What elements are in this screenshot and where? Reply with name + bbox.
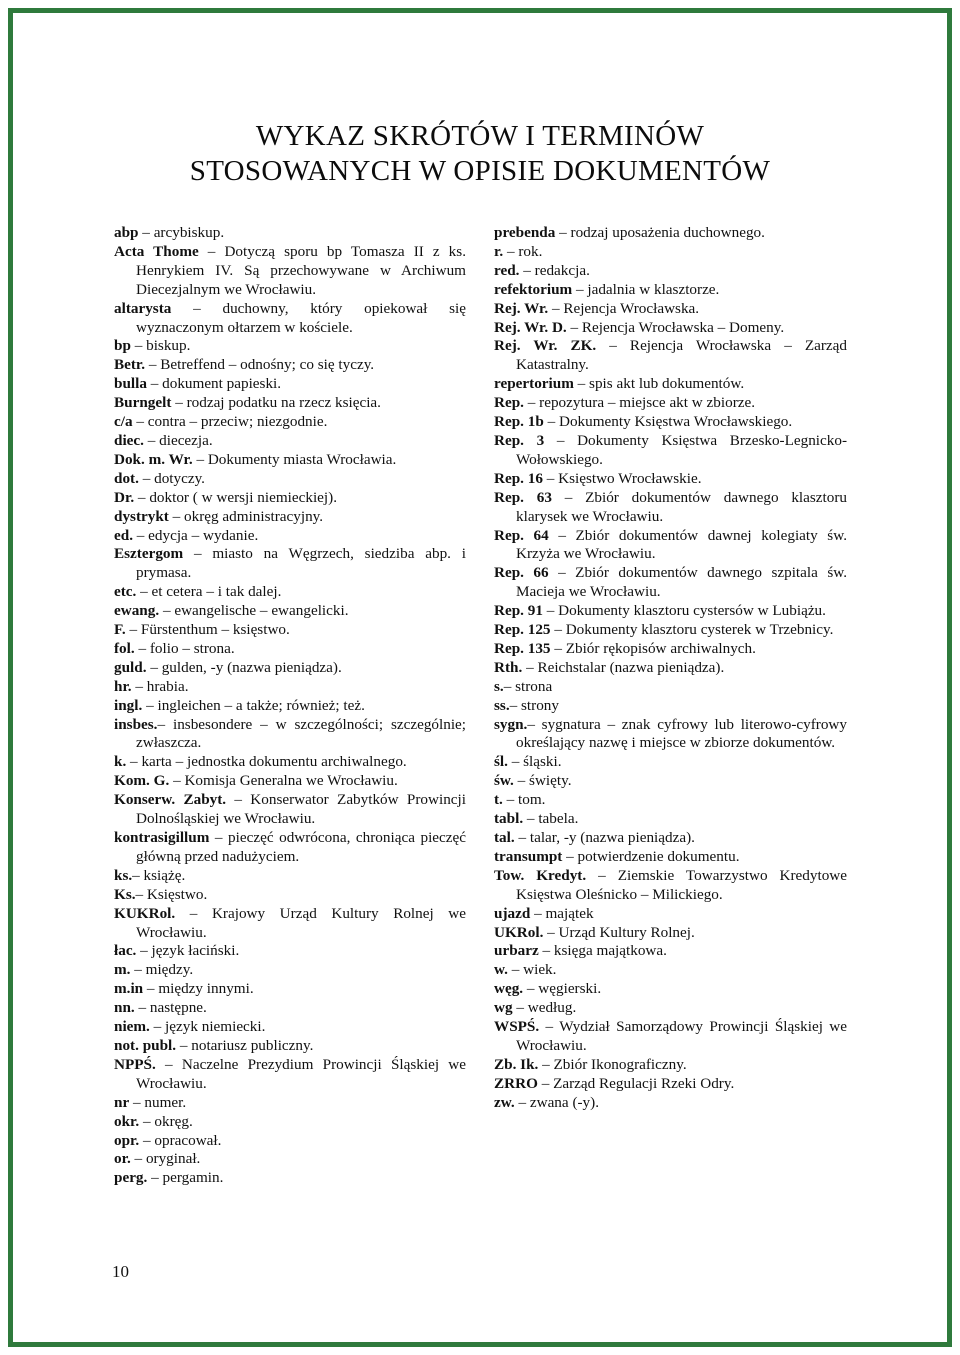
glossary-term: k. <box>114 753 127 771</box>
glossary-definition: – karta – jednostka dokumentu archiwalnego. <box>126 753 407 771</box>
glossary-term: F. <box>114 621 126 639</box>
glossary-definition: – numer. <box>129 1093 187 1111</box>
glossary-definition: – Ziemskie Towarzystwo Kredytowe Księstwa Oleśnicko – Milickiego. <box>516 866 847 903</box>
glossary-entry <box>494 375 847 394</box>
glossary-entry <box>114 961 466 980</box>
glossary-definition: – ewangelische – ewangelicki. <box>159 602 349 620</box>
glossary-entry <box>114 1132 466 1151</box>
glossary-definition: – sygnatura – znak cyfrowy lub literowo-cyfrowy określający nazwę i miejsce w zbiorze dokumentów. <box>516 715 847 752</box>
glossary-term: Rep. 16 <box>494 469 543 487</box>
glossary-term: altarysta <box>114 299 172 317</box>
glossary-term: śl. <box>494 753 508 771</box>
glossary-term: WSPŚ. <box>494 1018 540 1036</box>
glossary-entry <box>494 337 847 375</box>
glossary-entry <box>494 659 847 678</box>
glossary-term: dystrykt <box>114 507 169 525</box>
glossary-definition: – Fürstenthum – księstwo. <box>125 621 290 639</box>
glossary-definition: – Zbiór dokumentów dawnego klasztoru klarysek we Wrocławiu. <box>516 488 848 525</box>
glossary-entry <box>114 583 466 602</box>
glossary-term: UKRol. <box>494 923 544 941</box>
glossary-term: Kom. G. <box>114 772 170 790</box>
glossary-term: perg. <box>114 1169 148 1187</box>
glossary-term: Rej. Wr. D. <box>494 318 567 336</box>
glossary-definition: – spis akt lub dokumentów. <box>573 375 745 393</box>
glossary-definition: – Dotyczą sporu bp Tomasza II z ks. Henrykiem IV. Są przechowywane w Archiwum Diecezjalnym we Wrocławiu. <box>136 242 466 298</box>
glossary-term: red. <box>494 261 520 279</box>
glossary-entry <box>494 942 847 961</box>
glossary-entry <box>114 527 466 546</box>
glossary-entry <box>114 678 466 697</box>
glossary-definition: – święty. <box>513 772 572 790</box>
glossary-definition: – biskup. <box>130 337 191 355</box>
glossary-definition: – śląski. <box>507 753 562 771</box>
glossary-right-column <box>494 224 847 1113</box>
glossary-term: ss. <box>494 696 510 714</box>
glossary-definition: – miasto na Węgrzech, siedziba abp. i prymasa. <box>136 545 466 582</box>
title-line-1: WYKAZ SKRÓTÓW I TERMINÓW <box>255 120 705 152</box>
glossary-term: Rep. 91 <box>494 602 543 620</box>
glossary-entry <box>494 924 847 943</box>
glossary-entry <box>494 564 847 602</box>
glossary-entry <box>114 886 466 905</box>
glossary-definition: – redakcja. <box>519 261 590 279</box>
glossary-entry <box>494 319 847 338</box>
glossary-entry <box>114 375 466 394</box>
glossary-term: ZRRO <box>494 1074 538 1092</box>
glossary-entry <box>494 489 847 527</box>
glossary-term: sygn. <box>494 715 528 733</box>
glossary-definition: – wiek. <box>507 961 557 979</box>
glossary-definition: – rok. <box>503 242 543 260</box>
glossary-term: Esztergom <box>114 545 184 563</box>
glossary-definition: – dotyczy. <box>138 469 205 487</box>
glossary-definition: – tom. <box>502 791 546 809</box>
glossary-entry <box>494 753 847 772</box>
glossary-definition: – doktor ( w wersji niemieckiej). <box>134 488 337 506</box>
glossary-entry <box>494 980 847 999</box>
glossary-definition: – Zarząd Regulacji Rzeki Odry. <box>537 1074 735 1092</box>
glossary-definition: – Rejencja Wrocławska – Domeny. <box>566 318 785 336</box>
glossary-entry <box>114 659 466 678</box>
glossary-entry <box>114 394 466 413</box>
glossary-definition: – następne. <box>134 999 207 1017</box>
glossary-definition: – Zbiór dokumentów dawnego szpitala św. Macieja we Wrocławiu. <box>516 564 848 601</box>
glossary-definition: – Betreffend – odnośny; co się tyczy. <box>145 356 375 374</box>
glossary-entry <box>114 753 466 772</box>
glossary-entry <box>114 508 466 527</box>
glossary-definition: – strony <box>509 696 559 714</box>
glossary-entry <box>114 413 466 432</box>
glossary-definition: – zwana (-y). <box>514 1093 600 1111</box>
glossary-definition: – opracował. <box>139 1131 222 1149</box>
glossary-entry <box>494 829 847 848</box>
glossary-definition: – Dokumenty klasztoru cystersów w Lubiążu. <box>542 602 826 620</box>
glossary-term: Ks. <box>114 885 136 903</box>
glossary-definition: – gulden, -y (nazwa pieniądza). <box>146 658 342 676</box>
glossary-entry <box>494 432 847 470</box>
glossary-entry <box>114 621 466 640</box>
glossary-entry <box>114 772 466 791</box>
glossary-definition: – Zbiór Ikonograficzny. <box>538 1055 687 1073</box>
glossary-term: Acta Thome <box>114 242 199 260</box>
glossary-entry <box>494 697 847 716</box>
glossary-entry <box>114 432 466 451</box>
glossary-term: repertorium <box>494 375 574 393</box>
glossary-term: łac. <box>114 942 137 960</box>
glossary-definition: – arcybiskup. <box>138 224 225 241</box>
glossary-entry <box>494 640 847 659</box>
glossary-term: prebenda <box>494 224 556 241</box>
glossary-term: Rep. <box>494 394 524 412</box>
glossary-term: KUKRol. <box>114 904 176 922</box>
glossary-term: ewang. <box>114 602 160 620</box>
glossary-entry <box>114 716 466 754</box>
glossary-definition: – edycja – wydanie. <box>132 526 259 544</box>
glossary-term: ed. <box>114 526 133 544</box>
glossary-entry <box>494 243 847 262</box>
glossary-definition: – Dokumenty klasztoru cysterek w Trzebnicy. <box>550 621 834 639</box>
glossary-term: Rep. 64 <box>494 526 549 544</box>
glossary-definition: – talar, -y (nazwa pieniądza). <box>514 829 695 846</box>
glossary-term: or. <box>114 1150 131 1168</box>
glossary-definition: – contra – przeciw; niezgodnie. <box>132 413 328 431</box>
glossary-entry <box>114 1018 466 1037</box>
glossary-definition: – jadalnia w klasztorze. <box>572 280 720 298</box>
glossary-definition: – folio – strona. <box>134 639 235 657</box>
glossary-term: św. <box>494 772 514 790</box>
glossary-term: Rep. 135 <box>494 639 551 657</box>
glossary-entry <box>114 1037 466 1056</box>
glossary-entry <box>494 621 847 640</box>
glossary-definition: – Księstwo Wrocławskie. <box>542 469 702 487</box>
glossary-term: okr. <box>114 1112 140 1130</box>
glossary-term: Konserw. Zabyt. <box>114 791 227 809</box>
glossary-entry <box>114 224 466 243</box>
glossary-term: Rej. Wr. ZK. <box>494 337 597 355</box>
glossary-definition: – Urząd Kultury Rolnej. <box>543 923 695 941</box>
page-title <box>0 119 960 189</box>
glossary-definition: – insbesondere – w szczególności; szczególnie; zwłaszcza. <box>136 715 466 752</box>
glossary-definition: – Rejencja Wrocławska. <box>548 299 700 317</box>
glossary-term: nr <box>114 1093 130 1111</box>
glossary-entry <box>494 413 847 432</box>
glossary-entry <box>494 791 847 810</box>
glossary-entry <box>494 905 847 924</box>
glossary-definition: – Zbiór dokumentów dawnej kolegiaty św. Krzyża we Wrocławiu. <box>516 526 847 563</box>
glossary-definition: – Komisja Generalna we Wrocławiu. <box>169 772 398 790</box>
glossary-term: Dr. <box>114 488 135 506</box>
page-number: 10 <box>112 1262 129 1281</box>
title-line-2: STOSOWANYCH W OPISIE DOKUMENTÓW <box>189 155 771 187</box>
glossary-definition: – repozytura – miejsce akt w zbiorze. <box>523 394 756 412</box>
glossary-entry <box>494 527 847 565</box>
glossary-entry <box>494 848 847 867</box>
glossary-term: Rep. 66 <box>494 564 549 582</box>
glossary-term: insbes. <box>114 715 158 733</box>
glossary-entry <box>494 961 847 980</box>
glossary-term: niem. <box>114 1018 150 1036</box>
glossary-entry <box>114 999 466 1018</box>
glossary-term: tabl. <box>494 810 524 828</box>
glossary-entry <box>494 1075 847 1094</box>
glossary-definition: – diecezja. <box>143 431 213 449</box>
glossary-entry <box>114 942 466 961</box>
glossary-definition: – ingleichen – a także; również; też. <box>142 696 365 714</box>
glossary-term: ujazd <box>494 904 531 922</box>
glossary-term: Rep. 1b <box>494 413 544 431</box>
glossary-definition: – między. <box>130 961 194 979</box>
glossary-entry <box>494 281 847 300</box>
glossary-term: guld. <box>114 658 147 676</box>
glossary-definition: – pieczęć odwrócona, chroniąca pieczęć główną przed nadużyciem. <box>136 829 466 865</box>
glossary-entry <box>114 243 466 300</box>
glossary-term: zw. <box>494 1093 515 1111</box>
glossary-term: Burngelt <box>114 394 172 412</box>
glossary-definition: – Reichstalar (nazwa pieniądza). <box>522 658 725 676</box>
glossary-entry <box>114 640 466 659</box>
glossary-entry <box>114 1094 466 1113</box>
glossary-entry <box>494 262 847 281</box>
glossary-entry <box>494 867 847 905</box>
glossary-term: Zb. Ik. <box>494 1055 539 1073</box>
glossary-entry <box>114 470 466 489</box>
glossary-entry <box>114 1150 466 1169</box>
glossary-term: Tow. Kredyt. <box>494 866 587 884</box>
glossary-term: Rth. <box>494 658 523 676</box>
glossary-definition: – strona <box>503 677 553 695</box>
glossary-term: Rej. Wr. <box>494 299 549 317</box>
glossary-term: bulla <box>114 375 147 393</box>
glossary-definition: – pergamin. <box>147 1169 224 1187</box>
glossary-definition: – według. <box>512 999 577 1017</box>
glossary-term: refektorium <box>494 280 573 298</box>
glossary-term: nn. <box>114 999 135 1017</box>
glossary-entry <box>114 489 466 508</box>
glossary-term: c/a <box>114 413 133 431</box>
glossary-entry <box>114 867 466 886</box>
glossary-entry <box>114 1113 466 1132</box>
glossary-term: r. <box>494 242 504 260</box>
glossary-term: ingl. <box>114 696 143 714</box>
glossary-term: m.in <box>114 980 144 998</box>
glossary-definition: – węgierski. <box>523 980 602 998</box>
glossary-term: w. <box>494 961 508 979</box>
glossary-definition: – et cetera – i tak dalej. <box>136 583 282 601</box>
glossary-definition: – Dokumenty Księstwa Brzesko-Legnicko-Wołowskiego. <box>516 431 848 468</box>
glossary-entry <box>114 829 466 867</box>
glossary-definition: – Dokumenty Księstwa Wrocławskiego. <box>543 413 793 431</box>
glossary-term: tal. <box>494 829 515 846</box>
glossary-definition: – okręg. <box>139 1112 193 1130</box>
glossary-term: Rep. 3 <box>494 431 545 449</box>
glossary-term: etc. <box>114 583 137 601</box>
glossary-entry <box>114 337 466 356</box>
glossary-definition: – Rejencja Wrocławska – Zarząd Katastralny. <box>516 337 848 374</box>
glossary-definition: – Krajowy Urząd Kultury Rolnej we Wrocławiu. <box>136 904 466 941</box>
glossary-definition: – rodzaj uposażenia duchownego. <box>555 224 765 241</box>
glossary-entry <box>494 394 847 413</box>
glossary-term: Rep. 125 <box>494 621 551 639</box>
glossary-entry <box>114 1169 466 1188</box>
glossary-definition: – majątek <box>530 904 594 922</box>
glossary-definition: – dokument papieski. <box>146 375 282 393</box>
glossary-entry <box>114 980 466 999</box>
glossary-definition: – język łaciński. <box>136 942 240 960</box>
glossary-definition: – Dokumenty miasta Wrocławia. <box>192 450 397 468</box>
glossary-definition: – duchowny, który opiekował się wyznaczonym ołtarzem w kościele. <box>136 299 466 336</box>
glossary-entry <box>114 791 466 829</box>
glossary-term: not. publ. <box>114 1036 177 1054</box>
glossary-definition: – Konserwator Zabytków Prowincji Dolnośląskiej we Wrocławiu. <box>136 791 466 828</box>
glossary-definition: – tabela. <box>523 810 579 828</box>
glossary-term: Rep. 63 <box>494 488 552 506</box>
glossary-entry <box>494 999 847 1018</box>
glossary-entry <box>494 1094 847 1113</box>
glossary-term: t. <box>494 791 503 809</box>
glossary-entry <box>494 224 847 243</box>
glossary-definition: – rodzaj podatku na rzecz księcia. <box>171 394 381 412</box>
glossary-entry <box>114 300 466 338</box>
glossary-definition: – księga majątkowa. <box>538 942 667 960</box>
glossary-entry <box>114 1056 466 1094</box>
glossary-definition: – książę. <box>132 866 186 884</box>
glossary-term: ks. <box>114 866 133 884</box>
glossary-term: opr. <box>114 1131 140 1149</box>
glossary-term: Dok. m. Wr. <box>114 450 193 468</box>
glossary-term: dot. <box>114 469 139 487</box>
glossary-entry <box>494 810 847 829</box>
glossary-definition: – oryginał. <box>130 1150 201 1168</box>
glossary-term: fol. <box>114 639 135 657</box>
glossary-definition: – Wydział Samorządowy Prowincji Śląskiej we Wrocławiu. <box>516 1018 847 1054</box>
glossary-definition: – język niemiecki. <box>149 1018 266 1036</box>
glossary-entry <box>114 602 466 621</box>
glossary-term: wg <box>494 999 513 1017</box>
glossary-definition: – Zbiór rękopisów archiwalnych. <box>550 639 756 657</box>
glossary-term: diec. <box>114 431 144 449</box>
glossary-entry <box>114 545 466 583</box>
glossary-term: węg. <box>494 980 524 998</box>
glossary-entry <box>494 716 847 754</box>
glossary-definition: – Naczelne Prezydium Prowincji Śląskiej we Wrocławiu. <box>136 1055 466 1092</box>
glossary-definition: – okręg administracyjny. <box>168 507 324 525</box>
glossary-term: NPPŚ. <box>114 1055 156 1073</box>
glossary-entry <box>114 697 466 716</box>
glossary-term: transumpt <box>494 847 563 865</box>
glossary-definition: – między innymi. <box>143 980 254 998</box>
glossary-left-column <box>114 224 466 1188</box>
glossary-entry <box>494 470 847 489</box>
glossary-term: abp <box>114 224 139 241</box>
glossary-term: s. <box>494 677 504 695</box>
glossary-entry <box>494 300 847 319</box>
glossary-definition: – hrabia. <box>131 677 189 695</box>
glossary-entry <box>494 602 847 621</box>
glossary-term: m. <box>114 961 131 979</box>
glossary-term: bp <box>114 337 131 355</box>
glossary-entry <box>494 1018 847 1056</box>
glossary-entry <box>494 1056 847 1075</box>
glossary-entry <box>494 772 847 791</box>
glossary-term: hr. <box>114 677 132 695</box>
glossary-entry <box>114 905 466 943</box>
glossary-definition: – Księstwo. <box>135 885 208 903</box>
glossary-definition: – potwierdzenie dokumentu. <box>562 847 740 865</box>
glossary-term: Betr. <box>114 356 146 374</box>
glossary-entry <box>494 678 847 697</box>
glossary-entry <box>114 356 466 375</box>
glossary-term: urbarz <box>494 942 539 960</box>
glossary-definition: – notariusz publiczny. <box>176 1036 314 1054</box>
glossary-term: kontrasigillum <box>114 829 210 846</box>
glossary-entry <box>114 451 466 470</box>
